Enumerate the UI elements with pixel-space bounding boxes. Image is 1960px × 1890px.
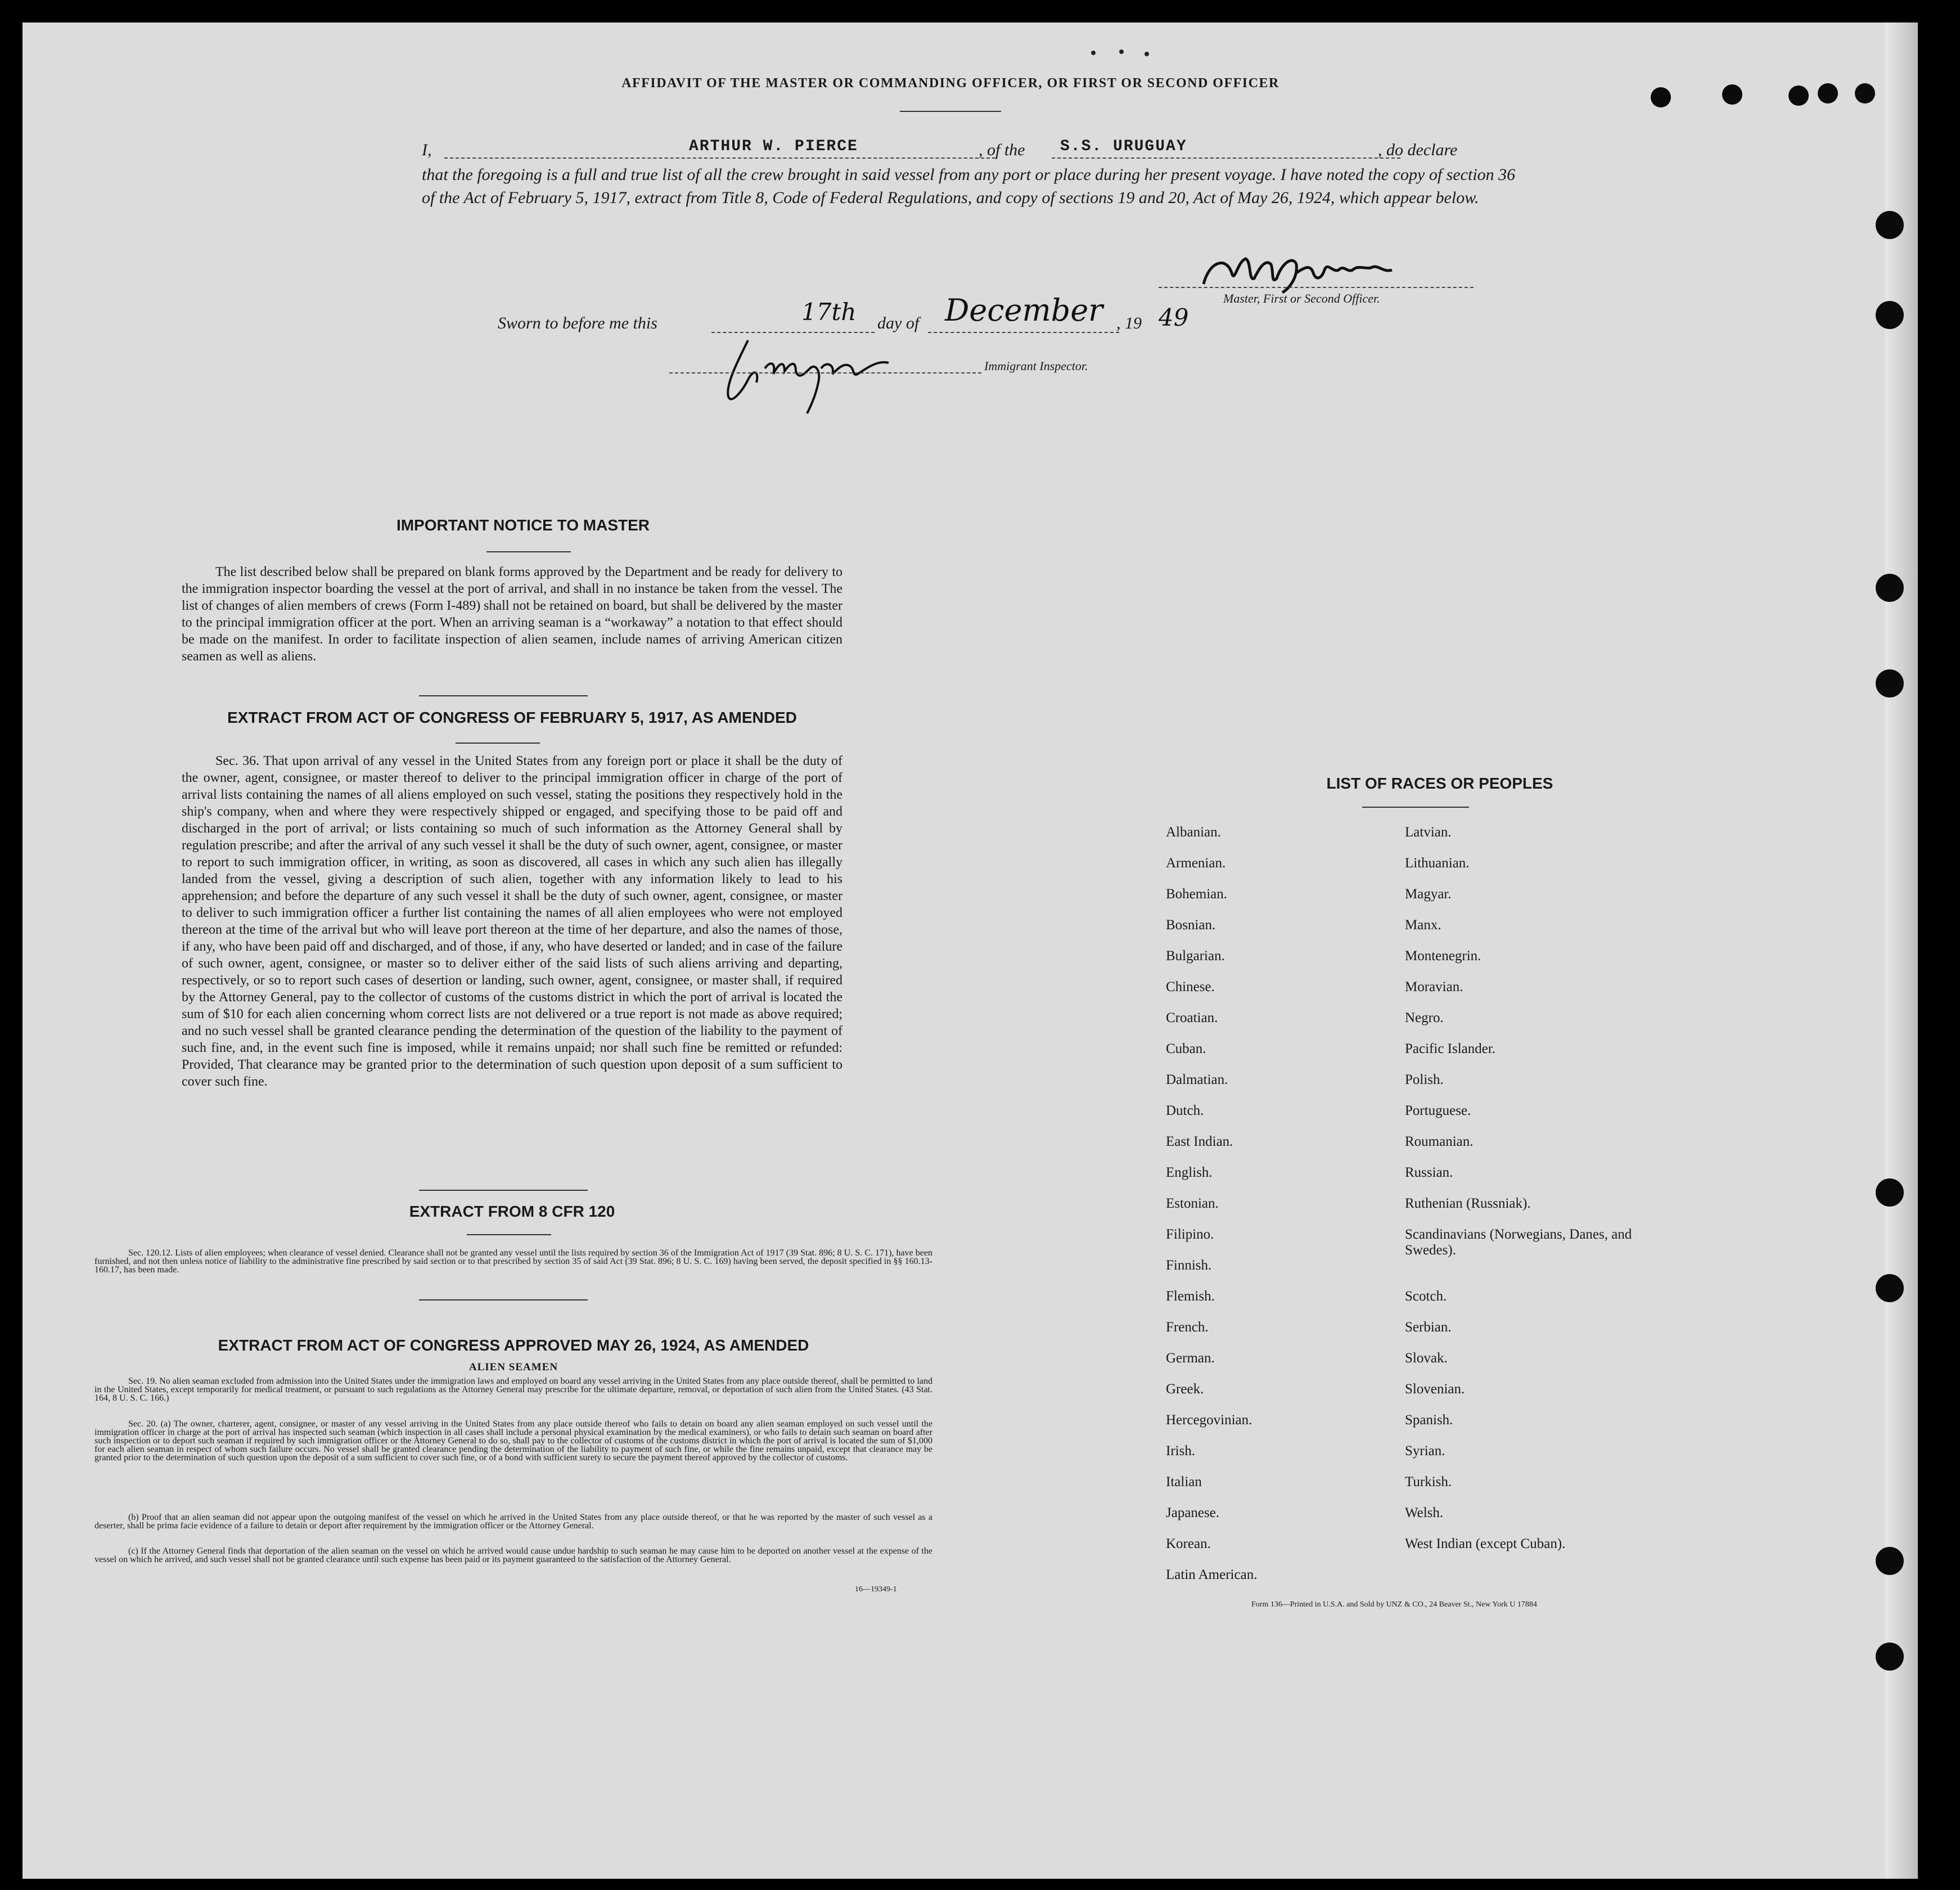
title-rule	[900, 111, 1001, 112]
sworn-prefix: Sworn to before me this	[498, 314, 657, 332]
punch-hole	[1876, 1274, 1904, 1302]
notice-text: The list described below shall be prepared on blank forms approved by the Department and be ready for delivery to the immigration inspector boarding the vessel at the port of arrival, and shall in no instance be taken from the vessel. The list of changes of alien members of crews (Form I-489) shall not be retained on board, but shall be delivered by the master to the principal immigration officer at the port. When an arriving seaman is a “workaway” a notation to that effect should be made on the manifest. In order to facilitate inspection of alien seamen, include names of arriving American citizen seamen as well as aliens.	[182, 565, 842, 664]
of-the-label: , of the	[979, 141, 1025, 159]
sworn-day: 17th	[801, 298, 857, 326]
extract-cfr-rule	[467, 1234, 551, 1235]
race-item: Slovenian.	[1405, 1382, 1465, 1397]
race-item: Spanish.	[1405, 1412, 1453, 1428]
race-item: Magyar.	[1405, 886, 1452, 902]
race-item: Armenian.	[1166, 856, 1226, 871]
punch-hole	[1876, 1642, 1904, 1671]
name-line	[444, 158, 995, 159]
affidavit-title: AFFIDAVIT OF THE MASTER OR COMMANDING OFFICER, OR FIRST OR SECOND OFFICER	[621, 76, 1279, 91]
race-item: Polish.	[1405, 1072, 1444, 1087]
race-item: Serbian.	[1405, 1320, 1452, 1335]
race-item: Welsh.	[1405, 1505, 1444, 1520]
section-rule	[419, 1299, 588, 1300]
race-item: Montenegrin.	[1405, 948, 1481, 964]
extract-cfr-text: Sec. 120.12. Lists of alien employees; when clearance of vessel denied. Clearance shall not be granted any vessel until the lists required by section 36 of the Immigration Act of 1917 (39 Stat. 896; 8 U. S. C. 171), have been furnished, and not then unless notice of liability to the administrative fine prescribed by said section or to that prescribed by section 35 of said Act (39 Stat. 896; 8 U. S. C. 169) having been served, the deposit specified in §§ 160.13-160.17, has been made.	[94, 1248, 932, 1275]
race-item: Cuban.	[1166, 1041, 1206, 1056]
race-item: Bohemian.	[1166, 886, 1228, 902]
race-item: Negro.	[1405, 1010, 1444, 1025]
vessel-line	[1052, 158, 1400, 159]
inspector-signature-mark	[714, 329, 950, 419]
master-name: ARTHUR W. PIERCE	[689, 138, 858, 155]
inspector-signature	[714, 329, 950, 421]
race-item: Lithuanian.	[1405, 856, 1470, 871]
extract-1924-title: EXTRACT FROM ACT OF CONGRESS APPROVED MAY 26, 1924, AS AMENDED	[218, 1336, 809, 1354]
race-item: Croatian.	[1166, 1010, 1218, 1025]
do-declare-label: , do declare	[1378, 141, 1458, 159]
speck	[1091, 51, 1096, 55]
extract-1924-sec20c: (c) If the Attorney General finds that deportation of the alien seaman on the vessel on which he arrived would cause undue hardship to such seaman he may cause him to be deported on another vessel at the expense of the vessel on which he arrived, and such vessel shall not be granted clearance until such expense has been paid or its payment guaranteed to the satisfaction of the Attorney General.	[94, 1546, 932, 1564]
race-item: Bosnian.	[1166, 917, 1216, 933]
race-item: Pacific Islander.	[1405, 1041, 1496, 1056]
master-sign-line	[1159, 287, 1474, 288]
extract-1924-sec20a: Sec. 20. (a) The owner, charterer, agent, consignee, or master of any vessel arriving in the United States from any place outside thereof who fails to detain on board any alien seaman employed on such vessel until the immigration officer in charge at the port of arrival has inspected such seaman (which inspection in all cases shall include a personal physical examination by the medical examiners), or who fails to detain such seaman on board after such inspection or to deport such seaman if required by such immigration officer or the Attorney General to do so, shall pay to the collector of customs of the customs district in which the port of arrival is located the sum of $1,000 for each alien seaman in respect of whom such failure occurs. No vessel shall be granted clearance pending the determination of the liability to payment of such fine, or while the fine remains unpaid, except that clearance may be granted prior to the determination of such question upon the deposit of a sum sufficient to cover such fine, or of a bond with sufficient surety to secure the payment thereof approved by the collector of customs.	[94, 1419, 932, 1462]
race-item: German.	[1166, 1351, 1215, 1366]
notice-rule	[486, 551, 571, 552]
speck	[1145, 52, 1149, 56]
document-page	[22, 22, 1918, 1879]
race-item: English.	[1166, 1165, 1213, 1180]
race-item: Scandinavians (Norwegians, Danes, and Swedes).	[1405, 1227, 1632, 1258]
extract-1917-text: Sec. 36. That upon arrival of any vessel in the United States from any foreign port or place it shall be the duty of the owner, agent, consignee, or master thereof to deliver to the principal immigration officer in charge of the port of arrival lists containing the names of all aliens employed on such vessel, stating the positions they respectively hold in the ship's company, when and where they were respectively shipped or engaged, and specifying those to be paid off and discharged in the port of arrival; or lists containing so much of such information as the Attorney General shall by regulation prescribe; and after the arrival of any such vessel it shall be the duty of such owner, agent, consignee, or master to report to such immigration officer, in writing, as soon as discovered, all cases in which any such alien has illegally landed from the vessel, giving a description of such alien, together with any information likely to lead to his apprehension; and before the departure of any such vessel it shall be the duty of such owner, agent, consignee, or master to deliver to such immigration officer a further list containing the names of all alien employees who were not employed thereon at the time of the arrival but who will leave port thereon at the time of her departure, and also the names of those, if any, who have been paid off and discharged, and of those, if any, who have deserted or landed; and in case of the failure of such owner, agent, consignee, or master so to deliver either of the said lists of such aliens arriving and departing, respectively, or so to report such cases of desertion or landing, such owner, agent, consignee, or master shall, if required by the Attorney General, pay to the collector of customs of the customs district in which the port of arrival is located the sum of $10 for each alien concerning whom correct lists are not delivered or a true report is not made as above required; and no such vessel shall be granted clearance pending the determination of the question of the liability to the payment of such fine, and, in the event such fine is imposed, while it remains unpaid; nor shall such fine be remitted or refunded: Provided, That clearance may be granted prior to the determination of such question upon deposit of a sum sufficient to cover such fine.	[182, 754, 842, 1089]
extract-1924-subtitle: ALIEN SEAMEN	[468, 1361, 558, 1373]
speck	[1119, 50, 1124, 54]
punch-hole	[1876, 1547, 1904, 1575]
race-item: Latin American.	[1166, 1567, 1258, 1582]
race-item: Latvian.	[1405, 825, 1452, 840]
extract-1924-sec20b: (b) Proof that an alien seaman did not appear upon the outgoing manifest of the vessel on which he arrived in the United States from any place outside thereof, or that he was reported by the master of such vessel as a deserter, shall be prima facie evidence of a failure to detain or deport after requirement by the immigration officer or the Attorney General.	[94, 1513, 932, 1531]
extract-1924-code: 16—19349-1	[855, 1585, 897, 1594]
race-item: Portuguese.	[1405, 1103, 1471, 1118]
race-item: Dutch.	[1166, 1103, 1204, 1118]
declaration-text: that the foregoing is a full and true list of all the crew brought in said vessel from any port or place during her present voyage. I have noted the copy of section 36 of the Act of February 5, 1917, extract from Title 8, Code of Federal Regulations, and copy of sections 19 and 20, Act of May 26, 1924, which appear below.	[422, 165, 1516, 207]
race-item: Turkish.	[1405, 1474, 1452, 1490]
race-item: Scotch.	[1405, 1289, 1447, 1304]
extract-1917-title: EXTRACT FROM ACT OF CONGRESS OF FEBRUARY 5, 1917, AS AMENDED	[227, 709, 797, 726]
race-item: Estonian.	[1166, 1196, 1219, 1211]
notice-title: IMPORTANT NOTICE TO MASTER	[396, 516, 650, 534]
races-right-column	[1405, 825, 1664, 1567]
race-item: Irish.	[1166, 1443, 1196, 1459]
race-item: Korean.	[1166, 1536, 1211, 1551]
sworn-year: 49	[1159, 304, 1189, 331]
races-rule	[1362, 807, 1469, 808]
race-item: French.	[1166, 1320, 1209, 1335]
race-item: West Indian (except Cuban).	[1405, 1536, 1566, 1551]
race-item: East Indian.	[1166, 1134, 1233, 1149]
form-printing-note: Form 136—Printed in U.S.A. and Sold by UNZ & CO., 24 Beaver St., New York U 17884	[1251, 1600, 1537, 1609]
punch-hole	[1876, 574, 1904, 602]
race-item: Italian	[1166, 1474, 1202, 1490]
race-item: Greek.	[1166, 1382, 1204, 1397]
race-item: Chinese.	[1166, 979, 1215, 994]
race-item: Roumanian.	[1405, 1134, 1474, 1149]
race-item: Manx.	[1405, 917, 1441, 933]
race-item: Dalmatian.	[1166, 1072, 1228, 1087]
punch-hole	[1876, 211, 1904, 239]
races-left-column	[1166, 825, 1391, 1598]
vessel-name: S.S. URUGUAY	[1060, 138, 1187, 155]
races-title: LIST OF RACES OR PEOPLES	[1326, 775, 1553, 792]
race-item: Albanian.	[1166, 825, 1221, 840]
race-item: Hercegovinian.	[1166, 1412, 1252, 1428]
inspector-sign-line	[669, 372, 981, 374]
month-line	[928, 332, 1119, 333]
race-item: Filipino.	[1166, 1227, 1214, 1242]
extract-1917-rule	[456, 742, 540, 744]
master-label: Master, First or Second Officer.	[1223, 291, 1380, 305]
declarant-prefix: I,	[422, 141, 432, 159]
day-of-label: day of	[877, 314, 920, 332]
race-item: Bulgarian.	[1166, 948, 1225, 964]
race-item: Flemish.	[1166, 1289, 1215, 1304]
race-item: Slovak.	[1405, 1351, 1448, 1366]
race-item: Russian.	[1405, 1165, 1453, 1180]
race-item: Moravian.	[1405, 979, 1463, 994]
punch-hole	[1876, 301, 1904, 329]
punch-hole	[1876, 669, 1904, 698]
punch-hole	[1876, 1178, 1904, 1207]
year-prefix: , 19	[1116, 314, 1142, 332]
section-rule	[419, 695, 588, 696]
extract-1924-sec19: Sec. 19. No alien seaman excluded from admission into the United States under the immigration laws and employed on board any vessel arriving in the United States from any place outside thereof, shall be permitted to land in the United States, except temporarily for medical treatment, or pursuant to such regulations as the Attorney General may prescribe for the ultimate departure, removal, or deportation of such alien from the United States. (43 Stat. 164, 8 U. S. C. 166.)	[94, 1376, 932, 1403]
extract-cfr-title: EXTRACT FROM 8 CFR 120	[409, 1203, 615, 1220]
race-item: Syrian.	[1405, 1443, 1445, 1459]
race-item: Japanese.	[1166, 1505, 1220, 1520]
race-item: Finnish.	[1166, 1258, 1212, 1273]
inspector-label: Immigrant Inspector.	[984, 359, 1088, 373]
section-rule	[419, 1190, 588, 1191]
race-item: Ruthenian (Russniak).	[1405, 1196, 1531, 1211]
sworn-month: December	[945, 292, 1103, 328]
